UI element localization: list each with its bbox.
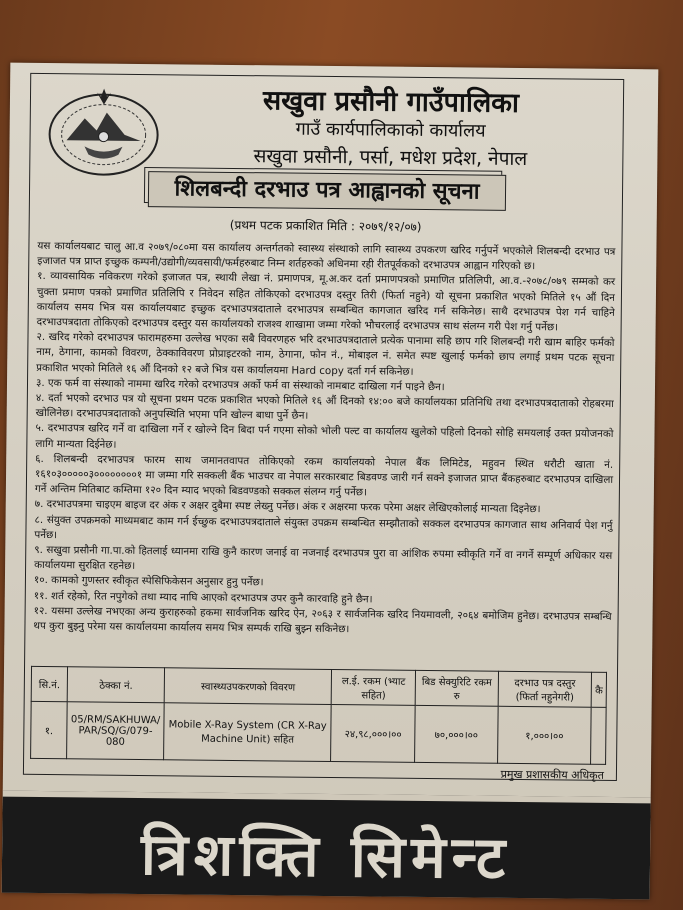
intro-paragraph: यस कार्यालयबाट चालु आ.व २०७९/०८०मा यस कार्यालय अन्तर्गतको स्वास्थ्य संस्थाको लागि स्वास्थ्य उपकरण खरिद गर्नुपर्ने भएकोले शिलबन्दी दरभाउ पत्र इजाजत पत्र प्राप्त इच्छुक कम्पनी/उद्योगी/व्यवसायी/फर्महरुबाट निम्न शर्तहरुको अधिनमा रही रीतपूर्वकको दरभाउपत्र आह्वान गरिएको छ।: [37, 239, 616, 273]
clause-12: १२. यसमा उल्लेख नभएका अन्य कुराहरुको हकमा सार्वजनिक खरिद ऐन, २०६३ र सार्वजनिक खरिद नियमावली, २०६४ बमोजिम हुनेछ। दरभाउपत्र सम्बन्धि थप कुरा बुझ्नु परेमा यस कार्यालयमा कार्यालय समय भित्र सम्पर्क राखि बुझ्न सकिनेछ।: [33, 604, 612, 636]
signatory: प्रमुख प्रशासकीय अधिकृत: [500, 767, 605, 782]
col-contract-no: ठेक्का नं.: [67, 667, 164, 703]
clause-5: ५. दरभाउपत्र खरिद गर्ने वा दाखिला गर्ने र खोल्ने दिन बिदा पर्न गएमा सोको भोली पल्ट वा कार्यालय खुलेको पहिलो दिनको सोहि समयलाई उक्त प्रयोजनको लागि मान्यता दिईनेछ।: [35, 422, 614, 451]
tender-table: [30, 666, 607, 765]
office-address: सखुवा प्रसौनी, पर्सा, मधेश प्रदेश, नेपाल: [253, 145, 528, 171]
publication-date: (प्रथम पटक प्रकाशित मिति : २०७९/१२/०७): [229, 217, 422, 234]
office-name: सखुवा प्रसौनी गाउँपालिका: [262, 85, 520, 119]
cell-cost-estimate: २४,९८,०००।००: [331, 705, 415, 763]
nepal-emblem-icon: [44, 82, 163, 179]
clause-4: ४. दर्ता भएको दरभाउ पत्र यो सूचना प्रथम पटक प्रकाशित भएको मितिले १६ औं दिनको १४:०० बजे कार्यालयका प्रतिनिधि तथा दरभाउपत्रदाताको रोहबरमा खोलिनेछ। दरभाउपत्रदाताको अनुपस्थिति भएमा पनि खोल्न बाधा पुर्ने छैन।: [35, 391, 614, 423]
clause-1: १. व्यावसायिक नविकरण गरेको इजाजत पत्र, स्थायी लेखा नं. प्रमाणपत्र, मू.अ.कर दर्ता प्रमाणपत्रको प्रमाणित प्रतिलिपी, आ.व.-२०७८/०७९ सम्मको कर चुक्ता प्रमाण पत्रको प्रमाणित प्रतिलिपि र निवेदन सहित तोकिएको दरभाउपत्र दस्तुर तिरी (फिर्ता नहुने) यो सूचना प्रकाशित भएको मितिले १५ औं दिन कार्यालय समय भित्र यस कार्यालयबाट इच्छुक दरभाउपत्रदाताले दरभाउपत्र सम्बन्धित कागजात खरिद गर्न सकिनेछ। साथै दरभाउपत्र पेश गर्न चाहिने दरभाउपत्रदाता तोकिएको दरभाउपत्र दस्तुर यस कार्यालयको राजश्व शाखामा जम्मा गरेको भौचरलाई दरभाउपत्र साथ संलग्न गरी पेश गर्नु पर्नेछ।: [36, 270, 616, 334]
notice-box: [23, 73, 624, 781]
cement-advertisement: [2, 791, 651, 900]
table-row: [31, 701, 607, 764]
clause-8: ८. संयुक्त उपक्रमको माध्यमबाट काम गर्न ईच्छुक दरभाउपत्रदाताले संयुक्त उपक्रम सम्बन्धित सम्झौताको सक्कल दरभाउपत्र कागजात साथ अनिवार्य पेश गर्नु पर्नेछ।: [34, 513, 613, 542]
cell-description: Mobile X-Ray System (CR X-Ray Machine Unit) सहित: [164, 703, 332, 762]
clause-6: ६. शिलबन्दी दरभाउपत्र फारम साथ जमानतवापत तोकिएको रकम कार्यालयको नेपाल बैंक लिमिटेड, महुवन स्थित धरौटी खाता नं. १६१०३०००००३००००००००१ मा जम्मा गरि सक्कली बैंक भाउचर वा नेपाल सरकारबाट बिडवण्ड जारी गर्न सक्ने इजाजत प्राप्त बैंकहरुबाट दरभाउपत्र दाखिला गर्ने अन्तिम मितिबाट कम्तिमा १२० दिन म्याद भएको बिडवण्डको सक्कल संलग्न गर्नु पर्नेछ।: [34, 452, 614, 499]
col-bid-security: बिड सेक्युरिटि रकम रु: [415, 670, 498, 706]
clause-10: १०. कामको गुणस्तर स्वीकृत स्पेसिफिकेसन अनुसार हुनु पर्नेछ।: [33, 574, 264, 589]
clause-7: ७. दरभाउपत्रमा चाइएम बाइज दर अंक र अक्षर दुबैमा स्पष्ट लेख्नु पर्नेछ। अंक र अक्षरमा फरक परेमा अक्षर लेखिएकोलाई मान्यता दिइनेछ।: [34, 498, 541, 516]
cell-tender-fee: १,०००।००: [497, 706, 591, 764]
table-header-row: [31, 666, 606, 707]
cell-bid-security: ७०,०००।००: [415, 705, 498, 763]
col-description: स्वास्थ्यउपकरणको विवरण: [164, 668, 332, 705]
col-remarks: कै: [591, 672, 606, 707]
clause-2: २. खरिद गरेको दरभाउपत्र फारामहरुमा उल्लेख भएका सबै विवरणहरु भरि दरभाउपत्रदाताले प्रत्येक पानामा सहि छाप गरि शिलबन्दी गरी खाम बाहिर फर्मको नाम, ठेगाना, कामको विवरण, ठेक्काविवरण प्रोप्राइटरको नाम, ठेगाना, फोन नं., मोबाइल नं. समेत स्पष्ट खुलाई फर्मको छाप लगाई प्रथम पटक सूचना प्रकाशित भएको मितिले १६ औं दिनको १२ बजे भित्र यस कार्यालयमा Hard copy दर्ता गर्न सकिनेछ।: [36, 331, 615, 378]
cell-serial: १.: [31, 701, 68, 758]
notice-body: [33, 239, 615, 640]
cell-contract-no: 05/RM/SAKHUWA/ PAR/SQ/G/079-080: [67, 702, 165, 760]
notice-title: शिलबन्दी दरभाउ पत्र आह्वानको सूचना: [148, 171, 506, 211]
ad-brand-text: त्रिशक्ति सिमेन्ट: [140, 820, 512, 892]
col-tender-fee: दरभाउ पत्र दस्तुर (फिर्ता नहुनेगरी): [498, 671, 592, 707]
office-subtitle: गाउँ कार्यपालिकाको कार्यालय: [295, 118, 486, 142]
cell-remarks: [591, 707, 606, 764]
col-cost-estimate: ल.ई. रकम (भ्याट सहित): [332, 670, 416, 706]
col-serial: सि.नं.: [31, 666, 68, 701]
clause-9: ९. सखुवा प्रसौनी गा.पा.को हितलाई ध्यानमा राखि कुनै कारण जनाई वा नजनाई दरभाउपत्र पुरा वा आंशिक रुपमा स्वीकृति गर्ने वा नगर्ने सम्पूर्ण अधिकार यस कार्यालयमा सुरक्षित रहनेछ।: [34, 543, 613, 573]
clause-3: ३. एक फर्म वा संस्थाको नाममा खरिद गरेको दरभाउपत्र अर्को फर्म वा संस्थाको नामबाट दाखिला गर्न पाइने छैन।: [35, 376, 445, 394]
clause-11: ११. शर्त रहेको, रित नपुगेको तथा म्याद नाघि आएको दरभाउपत्र उपर कुनै कारवाहि हुने छैन।: [33, 589, 373, 606]
newspaper-page: [2, 63, 659, 900]
